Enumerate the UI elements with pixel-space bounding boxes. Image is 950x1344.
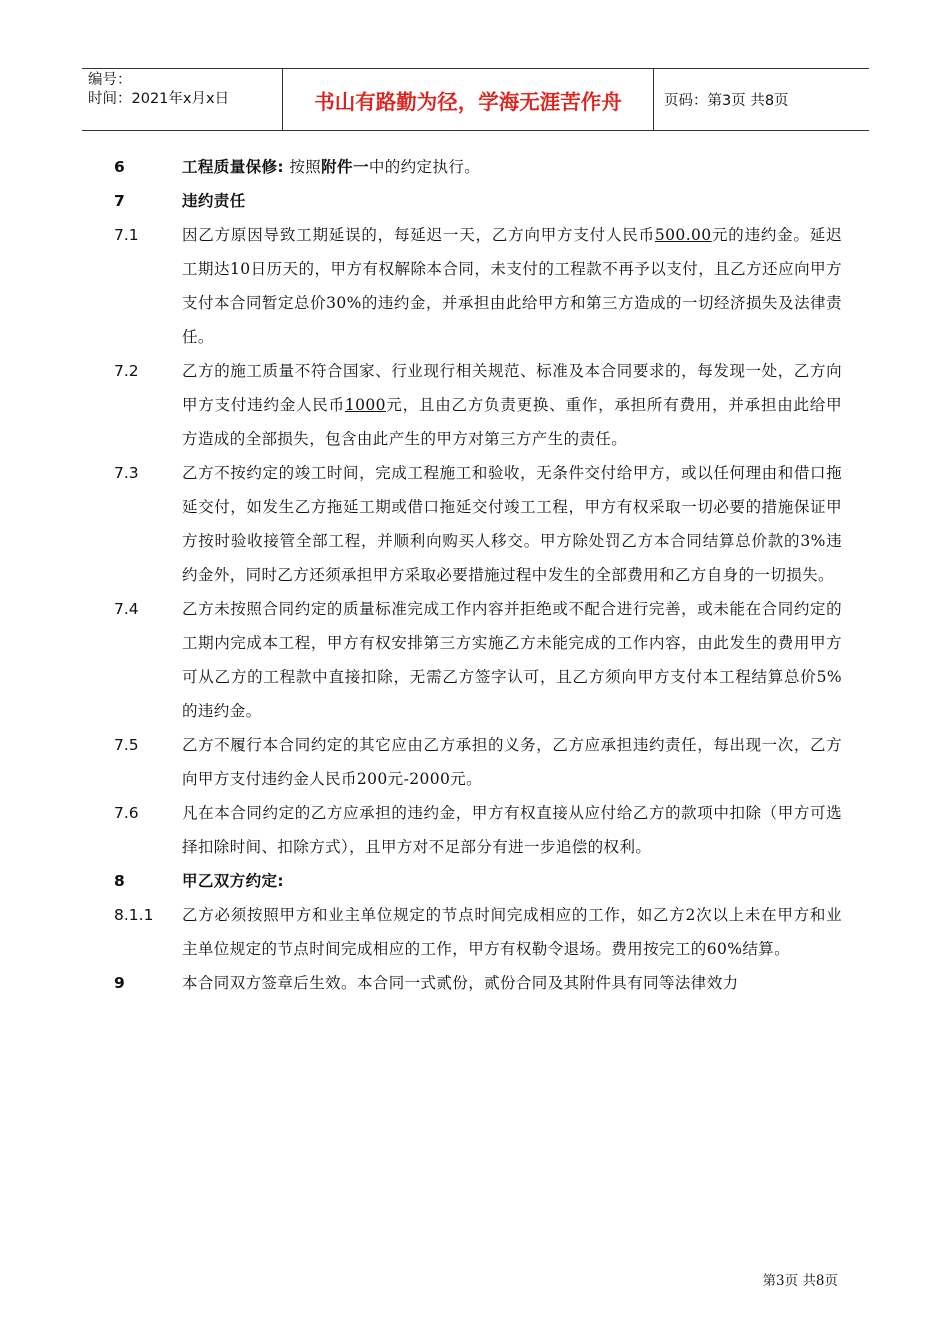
clause-text: 乙方未按照合同约定的质量标准完成工作内容并拒绝或不配合进行完善，或未能在合同约定的工期内完成本工程，甲方有权安排第三方实施乙方未能完成的工作内容，由此发生的费用甲方可从乙方的工程款中直接扣除，无需乙方签字认可，且乙方须向甲方支付本工程结算总价5%的违约金。 [182,600,842,720]
penalty-amount: 1000 [344,396,386,414]
clause-6 [0,150,950,184]
header-motto: 书山有路勤为径，学海无涯苦作舟 [282,69,654,130]
clause-number: 7.5 [114,736,139,754]
document-number-label: 编号： [88,72,132,88]
page-footer: 第3页 共8页 [762,1273,838,1289]
clause-number: 8 [114,872,125,890]
clause-7 [0,184,950,218]
clause-text-part: 元，且由乙方负责更换、重作，承担所有费用，并承担由此给甲方造成的全部损失，包含由此产生的甲方对第三方产生的责任。 [182,396,842,448]
clause-number: 9 [114,974,125,992]
document-body [0,150,950,1000]
clause-7-3 [0,456,950,592]
clause-text-part: 元的违约金。延迟工期达10日历天的，甲方有权解除本合同，未支付的工程款不再予以支付，且乙方还应向甲方支付本合同暂定总价30%的违约金，并承担由此给甲方和第三方造成的一切经济损失及法律责任。 [182,226,843,346]
clause-number: 7.2 [114,362,139,380]
clause-7-4 [0,592,950,728]
clause-number: 7.4 [114,600,139,618]
clause-number: 7.1 [114,226,139,244]
clause-number: 7 [114,192,125,210]
clause-title: 工程质量保修: [182,158,284,176]
clause-text [182,354,842,456]
clause-text-part: 按照 [284,158,322,176]
clause-7-5 [0,728,950,796]
clause-title: 违约责任 [182,192,246,210]
clause-text: 本合同双方签章后生效。本合同一式贰份，贰份合同及其附件具有同等法律效力 [182,974,739,992]
clause-text: 乙方必须按照甲方和业主单位规定的节点时间完成相应的工作，如乙方2次以上未在甲方和业主单位规定的节点时间完成相应的工作，甲方有权勒令退场。费用按完工的60%结算。 [182,906,842,958]
clause-text: 凡在本合同约定的乙方应承担的违约金，甲方有权直接从应付给乙方的款项中扣除（甲方可选择扣除时间、扣除方式），且甲方对不足部分有进一步追偿的权利。 [182,804,842,856]
clause-number: 8.1.1 [114,906,154,924]
clause-9 [0,966,950,1000]
clause-number: 6 [114,158,125,176]
header-meta [82,69,282,130]
clause-text [182,218,842,354]
clause-8 [0,864,950,898]
clause-text: 乙方不履行本合同约定的其它应由乙方承担的义务，乙方应承担违约责任，每出现一次，乙方向甲方支付违约金人民币200元-2000元。 [182,736,842,788]
clause-text-part: 中的约定执行。 [368,158,481,176]
penalty-amount: 500.00 [654,226,712,244]
header-page-number: 页码：第3页 共8页 [664,93,789,109]
document-time-label: 时间：2021年x月x日 [88,91,230,107]
page-header [82,68,869,131]
clause-7-1 [0,218,950,354]
clause-number: 7.6 [114,804,139,822]
clause-7-2 [0,354,950,456]
clause-title: 甲乙双方约定: [182,872,284,890]
clause-7-6 [0,796,950,864]
clause-text: 乙方不按约定的竣工时间，完成工程施工和验收，无条件交付给甲方，或以任何理由和借口拖延交付，如发生乙方拖延工期或借口拖延交付竣工工程，甲方有权采取一切必要的措施保证甲方按时验收接管全部工程，并顺利向购买人移交。甲方除处罚乙方本合同结算总价款的3%违约金外，同时乙方还须承担甲方采取必要措施过程中发生的全部费用和乙方自身的一切损失。 [182,464,842,584]
clause-text [182,150,842,184]
attachment-reference: 附件一 [321,158,369,176]
clause-text-part: 因乙方原因导致工期延误的，每延迟一天，乙方向甲方支付人民币 [182,226,655,244]
clause-number: 7.3 [114,464,139,482]
clause-8-1-1 [0,898,950,966]
clause-text-part: 乙方的施工质量不符合国家、行业现行相关规范、标准及本合同要求的，每发现一处，乙方向甲方支付违约金人民币 [182,362,842,414]
